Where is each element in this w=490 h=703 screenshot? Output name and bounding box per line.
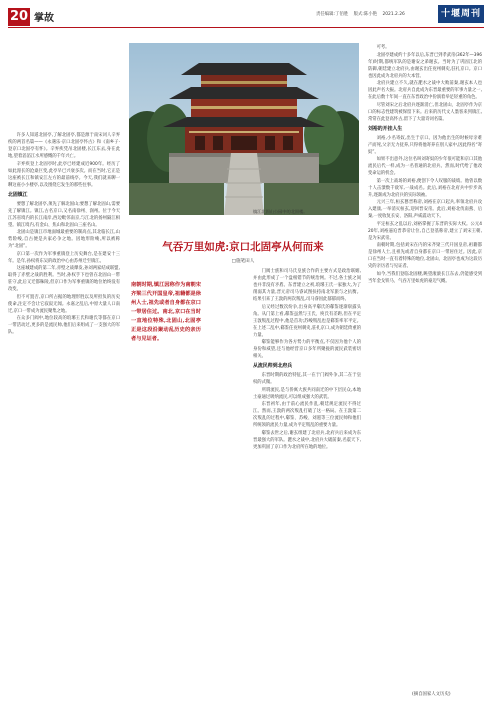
paragraph: 南朝时期,包括刘宋在内的宋齐梁三代开国皇帝,祖籍都是徐州人士,且祖先或者自身都在京口一带居住过。因此,京口在当时一直有着特殊的地位,北固山、北固亭也成为这段历史的亲历者与见证者。	[368, 243, 482, 269]
paragraph: 如果不出意外,这位名叫刘寄奴的少年很可能和京口其他流民后代一样,成为一名普通的北府兵。然而,时代给了他改变命运的机会。	[368, 157, 482, 176]
headline: 气吞万里如虎:京口北固亭从何而来	[162, 241, 324, 253]
page-number: 20	[9, 9, 29, 24]
paragraph: 郗鉴去世之后,谢玄组建了北府兵,北府兵后来成为东晋最强大的军队。淝水之战中,北府兵大破前秦,名震天下,更加巩固了京口作为北府所在地的地位。	[253, 430, 361, 450]
paragraph: 许多人知道北固亭,了解北固亭,都是源于南宋词人辛弃疾的两首名篇——《永遇乐·京口北固亭怀古》和《南乡子·登京口北固亭有怀》。辛弃疾凭吊北固楼,长江东去,身在此地,望着滔滔江水所感慨的千年兴亡。	[8, 133, 120, 159]
paragraph: 要想了解北固亭,须先了解北固山;要想了解北固山,需要先了解镇江。镇江,古名京口,又名南徐州、润州。位于今天江苏省境内的长江南岸,西边毗邻南京,与江北的扬州隔江相望。镇江境内,有金山、焦山和北固山三座名山。	[8, 201, 120, 228]
designer-credit: 版式:陈小艳	[353, 12, 378, 17]
paragraph: 东晋时期的政治特征,其一在于门阀外争,其二在于皇权的式微。	[253, 373, 361, 385]
paragraph: 如今,当我们登临北固楼,眺望滚滚长江东去,仍能感受到当年金戈铁马、气吞万里如虎的豪迈气概。	[368, 271, 482, 284]
paragraph: 京口第一次作为军事重镇登上历史舞台,是在建安十三年。是年,孙权将东吴的政治中心由苏州迁至镇江。	[8, 251, 120, 264]
page-header	[0, 0, 490, 36]
article-source: (摘自国家人文历史)	[412, 692, 451, 697]
masthead-meta	[316, 11, 409, 17]
headline-block	[129, 239, 357, 264]
paragraph: 门阀士族和司马氏皇族合作的主要方式是政治联姻,并由此形成了一个盘根错节的统治网。不过,各士族之间也并非没有矛盾。东晋建立之初,琅琊王氏一家独大,为了削弱其力量,晋元帝司马睿试图扶持南北军旅与之抗衡。结果引来了王敦的两次叛乱,司马睿因此郁郁而终。	[253, 269, 361, 302]
issue-date: 2021.2.26	[382, 12, 405, 17]
paragraph: 东晋初年,由于前心流民作乱,朝廷规定流民不得过江。然而,王敦的两次叛乱打破了这一格局。在王敦第二次叛乱的过程中,郗鉴、苏峻、刘遐等三位流民帅和他们所统领的流民力量,成为平定叛乱的重要力量。	[253, 402, 361, 428]
column-2	[253, 268, 361, 451]
column-1	[8, 132, 120, 337]
paragraph: 在众多门阀中,地位较高的琅琊王氏和谢氏等都在京口一带活动过,更多的是流民帅,他们后来组成了一支强大的军队。	[8, 316, 120, 335]
pull-quote: 南朝时期,镇江因称作为南朝宋齐梁三代开国皇帝,祖籍都是徐州人士,祖先或者自身都在京口一带居住过。南北,京口在当时一直地位特殊,北固山,北固亭正是这段沿聚动乱历史的亲历者与见证者。	[131, 282, 201, 342]
paragraph: 但不可置否,京口所占据的地理形胜以及所担负的历史使命,注定不会让它寂寂无闻。永嘉之乱后,中原大量人口南迁,京口一带成为流民聚集之地。	[8, 294, 120, 314]
photo-caption: 镇江北固山公园中的北固楼。	[253, 209, 308, 214]
paragraph: 郗鉴能够作为各方势力的平衡点,不仅因为他个人的身份和威望,还与他经营京口多年所聚拢的流民武装密切相关。	[253, 340, 361, 359]
subheading: 北固镇江	[8, 191, 28, 198]
header-rule	[8, 27, 484, 28]
paragraph: 这座城建成的第二年,赤壁之战爆发,孙刘两家结成联盟,取得了赤壁之战的胜利。当时,孙权手下也曾在北固山一带驻守,此后又迁都秣陵,但京口作为军事重镇的地位始终没有改变。	[8, 266, 120, 292]
paragraph: 所谓流民,是与侨寓大族共同南迁的中下层民众,本地土豪通过吸纳流民,可以组成强大的武装。	[253, 387, 361, 400]
paragraph: 元兴三年,桓玄篡晋称帝,刘裕在京口起兵,率领北府兵攻入建康,一举消灭桓玄,迎回晋安帝。此后,刘裕北伐南燕、后秦,一度收复长安、洛阳,声威震动天下。	[368, 200, 482, 219]
paragraph: 刘裕,小名寄奴,出生于京口。因为他出生的时候母亲难产而死,父亲无力抚养,只得将他寄养在别人家中,因此得名“寄奴”。	[368, 135, 482, 155]
editor-credit: 责任编辑:丁佰胜	[316, 12, 349, 17]
paragraph: 北固山是镇江市地面城最重要的制高点,其北临长江,山势险峻,自古便是兵家必争之地。因地形险峻,所以被称为“北固”。	[8, 230, 120, 249]
byline: □施笔田人	[231, 259, 255, 264]
subheading: 刘裕的开挂人生	[368, 125, 403, 132]
paragraph: 平定桓玄之乱以后,刘裕掌握了东晋的实际大权。公元420年,刘裕逼迫晋恭帝让位,自己登基称帝,建立了刘宋王朝,是为宋武帝。	[368, 221, 482, 241]
paragraph: 后又经过数次纷争,出身高平郗氏的郗鉴逐渐崭露头角。从门第上看,郗鉴虽然与王氏、庾氏有差距,但在平定王敦叛乱过程中,他是首功;苏峻叛乱也是郗鉴率军平定。在上述二乱中,郗鉴任兖州刺史,驻扎京口,成为朝廷倚重的力量。	[253, 304, 361, 338]
paragraph: 辛弃疾登上北固亭时,此亭已经建成近900年。经历了如此漫长的沧桑巨变,此亭早已兴衰多次。而在当时,它正是这座被长江和镇安江左方的最前线亭。今天,我们就来聊一聊这座小小楼亭,以及围绕它发生的那些往事。	[8, 161, 120, 188]
brand-logo: 十堰周刊	[438, 5, 484, 23]
north-gu-tower-illustration	[129, 43, 359, 215]
column-3	[368, 44, 482, 285]
subheading: 从流民帅到北府兵	[253, 363, 293, 369]
paragraph: 北府兵建立不久,就在淝水之战中大败前秦,谢玄本人也因此声名大振。北府兵自此成为东晋最重要的军事力量之一,在此后数十年间一直在东晋政治中扮演着举足轻重的角色。	[368, 81, 482, 100]
section-title: 掌故	[34, 13, 54, 24]
pavilion-photo	[129, 43, 359, 215]
paragraph: 北固亭建成约十多年以后,东晋已到孝武帝(362年—396年)时期,都统军队的是谢安之弟谢玄。当时为了巩固江北的防御,朝廷建立北府兵,由谢玄出任兖州刺史,驻扎京口。京口也因此成为北府兵的大本营。	[368, 52, 482, 79]
paragraph: 第一次上战场的刘裕,便创下令人叹服的战绩。他曾以数十人击溃数千敌军,一战成名。此后,刘裕在北府兵中步步高升,逐渐成为北府兵的实际领袖。	[368, 178, 482, 198]
paragraph: 尽管刘宋之后北府兵逐渐消亡,但北固山、北固亭作为京口的标志性建筑被保留下来。后来的历代文人墨客来到镇江,常常在此登高怀古,留下了大量诗词名篇。	[368, 102, 482, 122]
paragraph: 可考。	[376, 45, 390, 50]
